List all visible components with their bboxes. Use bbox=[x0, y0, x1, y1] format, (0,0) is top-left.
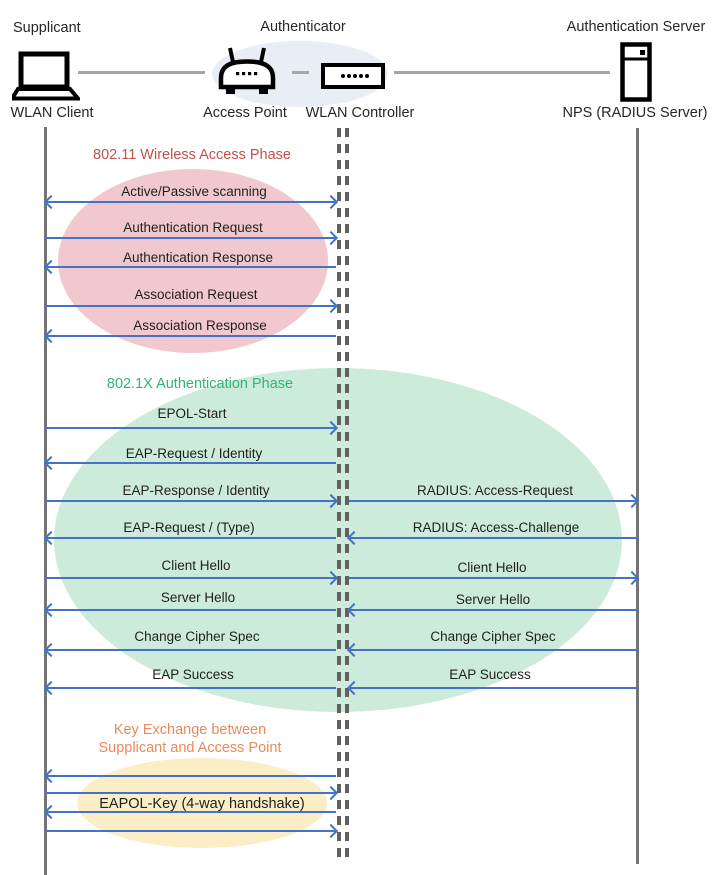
msg-client-hello-left-label: Client Hello bbox=[161, 558, 231, 573]
eapol-key-arrow-2 bbox=[46, 792, 336, 794]
msg-active-passive-scanning-arrow bbox=[46, 201, 336, 203]
role-label-authenticator: Authenticator bbox=[260, 19, 346, 35]
connector-ap-controller bbox=[292, 71, 309, 74]
phase1-title: 802.11 Wireless Access Phase bbox=[93, 147, 291, 163]
msg-eap-success-right-arrow bbox=[349, 687, 637, 689]
radius-server-icon bbox=[620, 42, 652, 102]
msg-authentication-request-arrow bbox=[46, 237, 336, 239]
eapol-key-arrow-1 bbox=[46, 775, 336, 777]
msg-authentication-request-label: Authentication Request bbox=[123, 220, 263, 235]
msg-association-response-label: Association Response bbox=[133, 318, 267, 333]
msg-change-cipher-spec-left-arrow bbox=[46, 649, 336, 651]
msg-radius-access-request-arrow bbox=[349, 500, 637, 502]
access-point-icon bbox=[214, 45, 280, 99]
msg-server-hello-right-label: Server Hello bbox=[455, 592, 531, 607]
msg-server-hello-right-arrow bbox=[349, 609, 637, 611]
msg-eap-response-identity-label: EAP-Response / Identity bbox=[122, 483, 270, 498]
phase3-title-line2: Supplicant and Access Point bbox=[98, 740, 282, 756]
msg-association-request-arrow bbox=[46, 305, 336, 307]
laptop-icon bbox=[12, 51, 80, 101]
msg-eap-request-identity-arrow bbox=[46, 462, 336, 464]
eapol-key-arrow-3 bbox=[46, 811, 336, 813]
msg-client-hello-left-arrow bbox=[46, 577, 336, 579]
msg-change-cipher-spec-right-arrow bbox=[349, 649, 637, 651]
connector-controller-server bbox=[394, 71, 610, 74]
node-label-nps-radius-server: NPS (RADIUS Server) bbox=[562, 105, 708, 121]
msg-eap-success-right-label: EAP Success bbox=[449, 667, 531, 682]
msg-eapol-key-label: EAPOL-Key (4-way handshake) bbox=[99, 796, 305, 812]
msg-client-hello-right-arrow bbox=[349, 577, 637, 579]
msg-change-cipher-spec-right-label: Change Cipher Spec bbox=[430, 629, 556, 644]
msg-authentication-response-arrow bbox=[46, 266, 336, 268]
radius-server-lifeline bbox=[636, 128, 639, 864]
msg-server-hello-left-arrow bbox=[46, 609, 336, 611]
role-label-authentication-server: Authentication Server bbox=[566, 19, 706, 35]
node-label-access-point: Access Point bbox=[203, 105, 287, 121]
msg-eap-response-identity-arrow bbox=[46, 500, 336, 502]
msg-eap-success-left-label: EAP Success bbox=[152, 667, 234, 682]
msg-radius-access-challenge-label: RADIUS: Access-Challenge bbox=[412, 520, 580, 535]
node-label-wlan-controller: WLAN Controller bbox=[305, 105, 415, 121]
msg-epol-start-label: EPOL-Start bbox=[157, 406, 227, 421]
msg-active-passive-scanning-label: Active/Passive scanning bbox=[121, 184, 267, 199]
phase2-title: 802.1X Authentication Phase bbox=[106, 376, 294, 392]
msg-radius-access-request-label: RADIUS: Access-Request bbox=[416, 483, 574, 498]
msg-radius-access-challenge-arrow bbox=[349, 537, 637, 539]
msg-association-request-label: Association Request bbox=[134, 287, 258, 302]
msg-server-hello-left-label: Server Hello bbox=[160, 590, 236, 605]
msg-eap-success-left-arrow bbox=[46, 687, 336, 689]
role-label-supplicant: Supplicant bbox=[13, 20, 81, 36]
connector-client-ap bbox=[78, 71, 205, 74]
msg-change-cipher-spec-left-label: Change Cipher Spec bbox=[134, 629, 260, 644]
msg-association-response-arrow bbox=[46, 335, 336, 337]
msg-epol-start-arrow bbox=[46, 427, 336, 429]
msg-eap-request-type-arrow bbox=[46, 537, 336, 539]
msg-eap-request-type-label: EAP-Request / (Type) bbox=[123, 520, 255, 535]
eapol-key-arrow-4 bbox=[46, 830, 336, 832]
msg-authentication-response-label: Authentication Response bbox=[122, 250, 274, 265]
phase3-title-line1: Key Exchange between bbox=[113, 722, 267, 738]
node-label-wlan-client: WLAN Client bbox=[10, 105, 94, 121]
msg-client-hello-right-label: Client Hello bbox=[457, 560, 527, 575]
wlan-controller-lifeline-right bbox=[345, 128, 349, 862]
msg-eap-request-identity-label: EAP-Request / Identity bbox=[125, 446, 263, 461]
wlan-controller-icon bbox=[321, 63, 385, 89]
